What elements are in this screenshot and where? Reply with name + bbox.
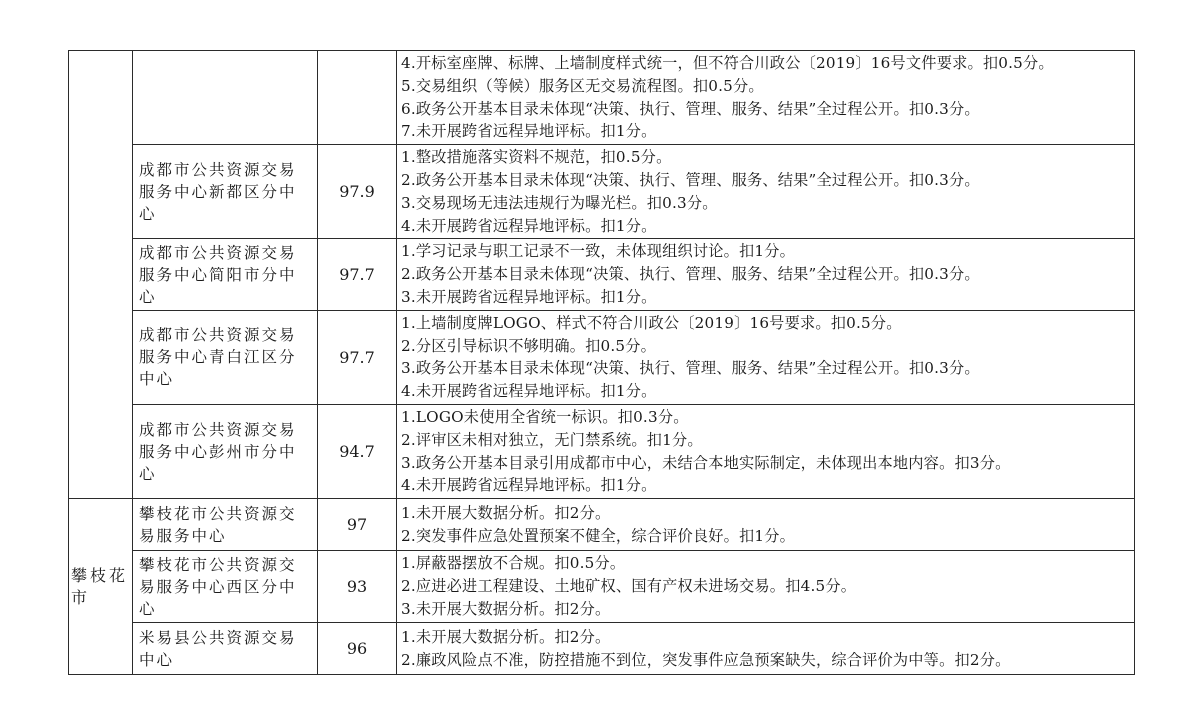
city-cell-chengdu xyxy=(69,51,133,499)
center-name-cell: 成都市公共资源交易服务中心彭州市分中心 xyxy=(133,404,318,498)
deduction-item: 6.政务公开基本目录未体现“决策、执行、管理、服务、结果”全过程公开。扣0.3分。 xyxy=(401,99,980,118)
deduction-item: 2.分区引导标识不够明确。扣0.5分。 xyxy=(401,336,657,355)
deduction-item: 2.评审区未相对独立，无门禁系统。扣1分。 xyxy=(401,430,703,449)
deduction-item: 2.政务公开基本目录未体现“决策、执行、管理、服务、结果”全过程公开。扣0.3分。 xyxy=(401,170,980,189)
deduction-item: 2.廉政风险点不准，防控措施不到位，突发事件应急预案缺失，综合评价为中等。扣2分。 xyxy=(401,650,1011,669)
center-name-cell: 成都市公共资源交易服务中心新都区分中心 xyxy=(133,145,318,239)
deduction-items-cell xyxy=(397,51,1135,145)
table-row xyxy=(69,404,1135,498)
deduction-item: 2.突发事件应急处置预案不健全，综合评价良好。扣1分。 xyxy=(401,526,796,545)
deduction-item: 3.未开展大数据分析。扣2分。 xyxy=(401,600,611,619)
score-cell: 97.9 xyxy=(318,145,397,239)
deduction-item: 1.上墙制度牌LOGO、样式不符合川政公〔2019〕16号要求。扣0.5分。 xyxy=(401,313,902,332)
table-row xyxy=(69,623,1135,675)
score-cell: 97 xyxy=(318,499,397,551)
deduction-item: 4.未开展跨省远程异地评标。扣1分。 xyxy=(401,382,657,401)
score-cell: 96 xyxy=(318,623,397,675)
score-cell xyxy=(318,51,397,145)
center-name-cell: 攀枝花市公共资源交易服务中心西区分中心 xyxy=(133,551,318,623)
table-row xyxy=(69,239,1135,310)
deduction-item: 4.未开展跨省远程异地评标。扣1分。 xyxy=(401,216,657,235)
center-name-cell: 成都市公共资源交易服务中心简阳市分中心 xyxy=(133,239,318,310)
deduction-item: 4.未开展跨省远程异地评标。扣1分。 xyxy=(401,476,657,495)
city-cell-panzhihua: 攀枝花市 xyxy=(69,499,133,675)
deduction-item: 1.屏蔽器摆放不合规。扣0.5分。 xyxy=(401,554,626,573)
table-row xyxy=(69,51,1135,145)
deduction-item: 3.交易现场无违法违规行为曝光栏。扣0.3分。 xyxy=(401,193,718,212)
deduction-items-cell xyxy=(397,404,1135,498)
center-name-cell: 攀枝花市公共资源交易服务中心 xyxy=(133,499,318,551)
table-row xyxy=(69,551,1135,623)
center-name-cell: 米易县公共资源交易中心 xyxy=(133,623,318,675)
deduction-item: 1.未开展大数据分析。扣2分。 xyxy=(401,503,611,522)
evaluation-table-page xyxy=(68,50,1138,675)
evaluation-table xyxy=(68,50,1135,675)
deduction-items-cell xyxy=(397,145,1135,239)
score-cell: 97.7 xyxy=(318,239,397,310)
deduction-item: 2.政务公开基本目录未体现“决策、执行、管理、服务、结果”全过程公开。扣0.3分。 xyxy=(401,265,980,284)
deduction-item: 7.未开展跨省远程异地评标。扣1分。 xyxy=(401,122,657,141)
deduction-items-cell xyxy=(397,623,1135,675)
deduction-item: 1.LOGO未使用全省统一标识。扣0.3分。 xyxy=(401,407,689,426)
center-name-cell xyxy=(133,51,318,145)
score-cell: 97.7 xyxy=(318,310,397,404)
table-row xyxy=(69,310,1135,404)
deduction-items-cell xyxy=(397,551,1135,623)
deduction-item: 3.政务公开基本目录未体现“决策、执行、管理、服务、结果”全过程公开。扣0.3分。 xyxy=(401,359,980,378)
deduction-items-cell xyxy=(397,239,1135,310)
table-row xyxy=(69,499,1135,551)
score-cell: 93 xyxy=(318,551,397,623)
center-name-cell: 成都市公共资源交易服务中心青白江区分中心 xyxy=(133,310,318,404)
deduction-item: 1.整改措施落实资料不规范，扣0.5分。 xyxy=(401,148,672,167)
deduction-item: 1.未开展大数据分析。扣2分。 xyxy=(401,627,611,646)
deduction-item: 4.开标室座牌、标牌、上墙制度样式统一，但不符合川政公〔2019〕16号文件要求。扣0.5分。 xyxy=(401,54,1054,72)
deduction-item: 1.学习记录与职工记录不一致，未体现组织讨论。扣1分。 xyxy=(401,242,796,261)
table-row xyxy=(69,145,1135,239)
deduction-item: 3.未开展跨省远程异地评标。扣1分。 xyxy=(401,287,657,306)
score-cell: 94.7 xyxy=(318,404,397,498)
deduction-item: 3.政务公开基本目录引用成都市中心，未结合本地实际制定，未体现出本地内容。扣3分。 xyxy=(401,453,1011,472)
deduction-items-cell xyxy=(397,310,1135,404)
deduction-item: 5.交易组织（等候）服务区无交易流程图。扣0.5分。 xyxy=(401,76,764,95)
deduction-item: 2.应进必进工程建设、土地矿权、国有产权未进场交易。扣4.5分。 xyxy=(401,577,857,596)
deduction-items-cell xyxy=(397,499,1135,551)
